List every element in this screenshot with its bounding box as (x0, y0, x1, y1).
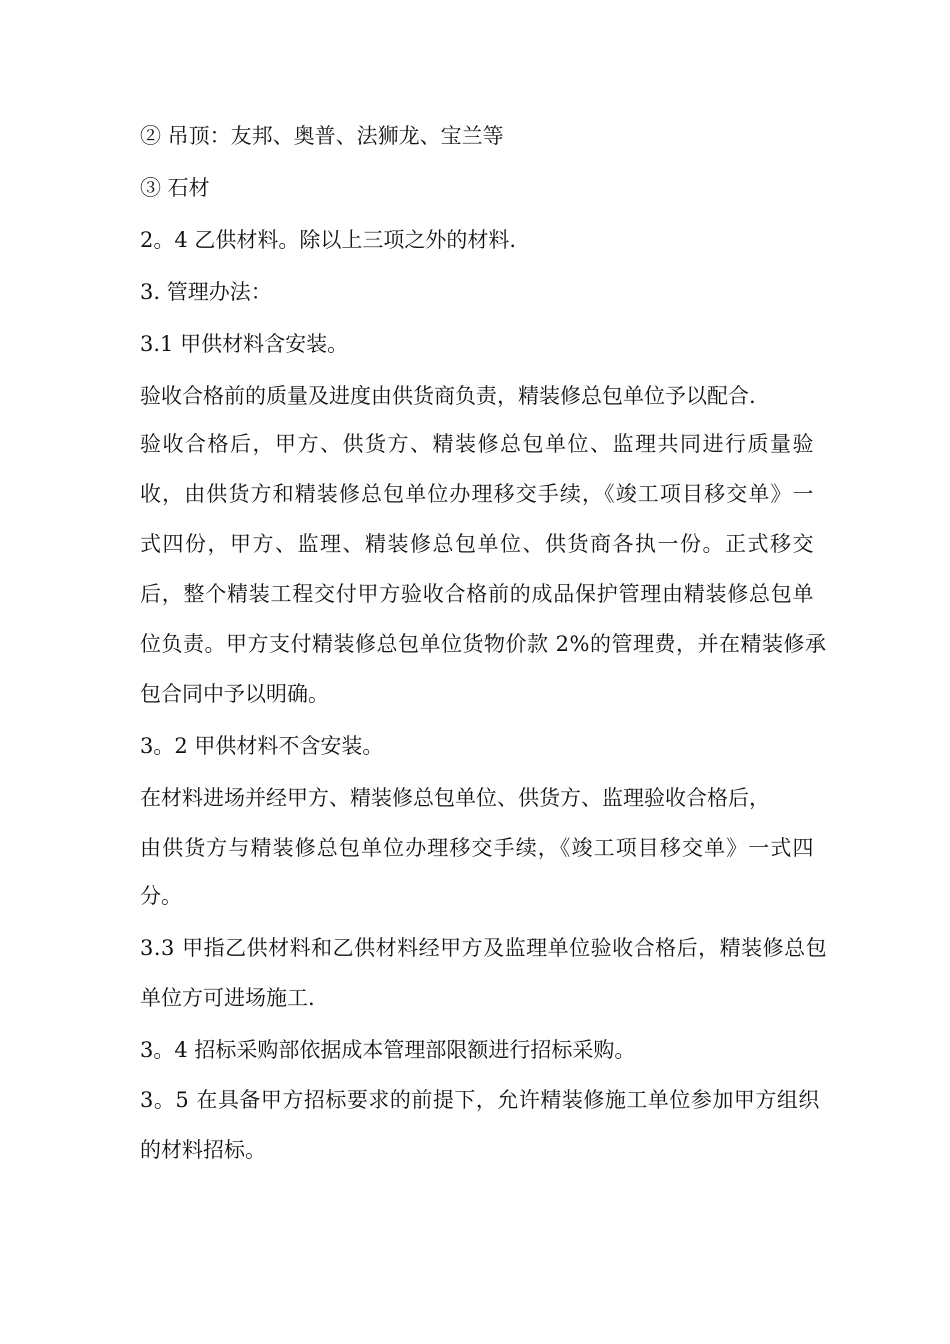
section-3-5-line-2: 的材料招标。 (140, 1138, 266, 1162)
section-3-4: 3。4 招标采购部依据成本管理部限额进行招标采购。 (140, 1038, 636, 1062)
paragraph-3-1-line-4: 式四份，甲方、监理、精装修总包单位、供货商各执一份。正式移交 (140, 532, 814, 556)
section-3-heading: 3. 管理办法： (140, 280, 272, 304)
paragraph-3-1-line-6: 位负责。甲方支付精装修总包单位货物价款 2%的管理费，并在精装修承 (140, 632, 827, 656)
paragraph-3-2-line-1: 在材料进场并经甲方、精装修总包单位、供货方、监理验收合格后， (140, 786, 770, 810)
section-2-4: 2。4 乙供材料。除以上三项之外的材料. (140, 228, 517, 252)
section-3-3-line-2: 单位方可进场施工. (140, 986, 315, 1010)
paragraph-3-1-line-2: 验收合格后，甲方、供货方、精装修总包单位、监理共同进行质量验 (140, 432, 814, 456)
paragraph-3-2-line-2: 由供货方与精装修总包单位办理移交手续，《竣工项目移交单》一式四 (140, 836, 814, 860)
paragraph-3-2-line-3: 分。 (140, 884, 182, 908)
list-item-stone: ③ 石材 (140, 176, 210, 200)
list-item-ceiling: ② 吊顶：友邦、奥普、法狮龙、宝兰等 (140, 124, 504, 148)
section-3-1-heading: 3.1 甲供材料含安装。 (140, 332, 349, 356)
section-3-5-line-1: 3。5 在具备甲方招标要求的前提下，允许精装修施工单位参加甲方组织 (140, 1088, 820, 1112)
paragraph-3-1-line-5: 后，整个精装工程交付甲方验收合格前的成品保护管理由精装修总包单 (140, 582, 814, 606)
paragraph-3-1-line-1: 验收合格前的质量及进度由供货商负责，精装修总包单位予以配合. (140, 384, 756, 408)
section-3-3-line-1: 3.3 甲指乙供材料和乙供材料经甲方及监理单位验收合格后，精装修总包 (140, 936, 828, 960)
section-3-2-heading: 3。2 甲供材料不含安装。 (140, 734, 384, 758)
paragraph-3-1-line-3: 收，由供货方和精装修总包单位办理移交手续，《竣工项目移交单》一 (140, 482, 814, 506)
paragraph-3-1-line-7: 包合同中予以明确。 (140, 682, 329, 706)
